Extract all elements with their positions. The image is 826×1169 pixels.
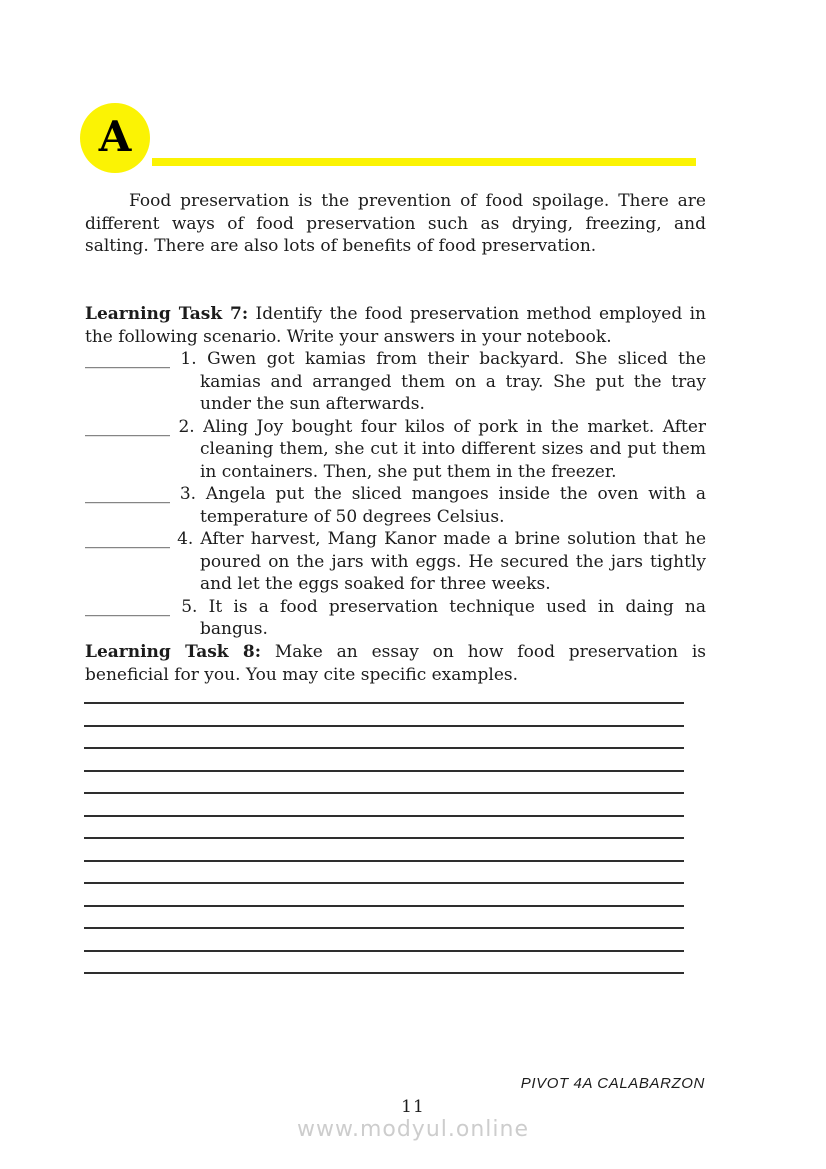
- essay-writing-line: [84, 860, 684, 862]
- learning-task-7: [85, 303, 706, 641]
- intro-section: [85, 190, 706, 258]
- essay-writing-line: [84, 972, 684, 974]
- watermark: www.modyul.online: [297, 1117, 529, 1142]
- page-number: 11: [401, 1097, 425, 1117]
- essay-lines: [84, 702, 684, 995]
- item-text-1: Gwen got kamias from their backyard. She sliced the kamias and arranged them on a tray. She put the tray under the sun afterwards.: [200, 349, 707, 414]
- essay-writing-line: [84, 927, 684, 929]
- essay-writing-line: [84, 882, 684, 884]
- essay-writing-line: [84, 837, 684, 839]
- item-text-3: Angela put the sliced mangoes inside the oven with a temperature of 50 degrees Celsius.: [200, 484, 706, 527]
- answer-blank-4: __________: [85, 529, 170, 549]
- item-number-1: 1.: [180, 349, 197, 369]
- task7-item-3: [85, 483, 706, 528]
- task7-label: Learning Task 7:: [85, 304, 249, 324]
- footer-brand: PIVOT 4A CALABARZON: [520, 1075, 705, 1092]
- essay-writing-line: [84, 747, 684, 749]
- essay-writing-line: [84, 702, 684, 704]
- task7-heading: [85, 303, 706, 348]
- answer-blank-2: __________: [85, 416, 170, 437]
- answer-blank-3: __________: [85, 484, 170, 504]
- item-number-2: 2.: [178, 416, 195, 437]
- task8-instructions: Make an essay on how food preservation is beneficial for you. You may cite specific examples.: [85, 642, 706, 685]
- essay-writing-line: [84, 815, 684, 817]
- item-text-4: After harvest, Mang Kanor made a brine solution that he poured on the jars with eggs. He secured the jars tightly and let the eggs soaked for three weeks.: [200, 529, 707, 594]
- task7-item-5: [85, 596, 706, 641]
- item-text-2: Aling Joy bought four kilos of pork in the market. After cleaning them, she cut it into different sizes and put them in containers. Then, she put them in the freezer.: [200, 416, 707, 482]
- essay-writing-line: [84, 770, 684, 772]
- task7-item-2: [85, 416, 706, 484]
- intro-paragraph: Food preservation is the prevention of food spoilage. There are different ways of food preservation such as drying, freezing, and salting. There are also lots of benefits of food preservation.: [85, 191, 706, 256]
- task7-item-1: [85, 348, 706, 416]
- essay-writing-line: [84, 725, 684, 727]
- answer-blank-1: __________: [85, 349, 170, 369]
- accent-rule: [152, 158, 696, 166]
- item-number-5: 5.: [181, 596, 198, 617]
- task8-label: Learning Task 8:: [85, 642, 262, 662]
- section-badge: [80, 103, 150, 173]
- essay-writing-line: [84, 950, 684, 952]
- section-badge-letter: A: [98, 112, 132, 161]
- essay-writing-line: [84, 905, 684, 907]
- item-text-5: It is a food preservation technique used in daing na bangus.: [200, 596, 707, 639]
- item-number-3: 3.: [179, 484, 197, 504]
- task7-instructions: Identify the food preservation method employed in the following scenario. Write your answers in your notebook.: [85, 304, 706, 347]
- answer-blank-5: __________: [85, 596, 170, 617]
- task7-item-4: [85, 528, 706, 596]
- learning-task-8: [85, 641, 706, 686]
- essay-writing-line: [84, 792, 684, 794]
- task8-heading: [85, 641, 706, 686]
- item-number-4: 4.: [177, 529, 194, 549]
